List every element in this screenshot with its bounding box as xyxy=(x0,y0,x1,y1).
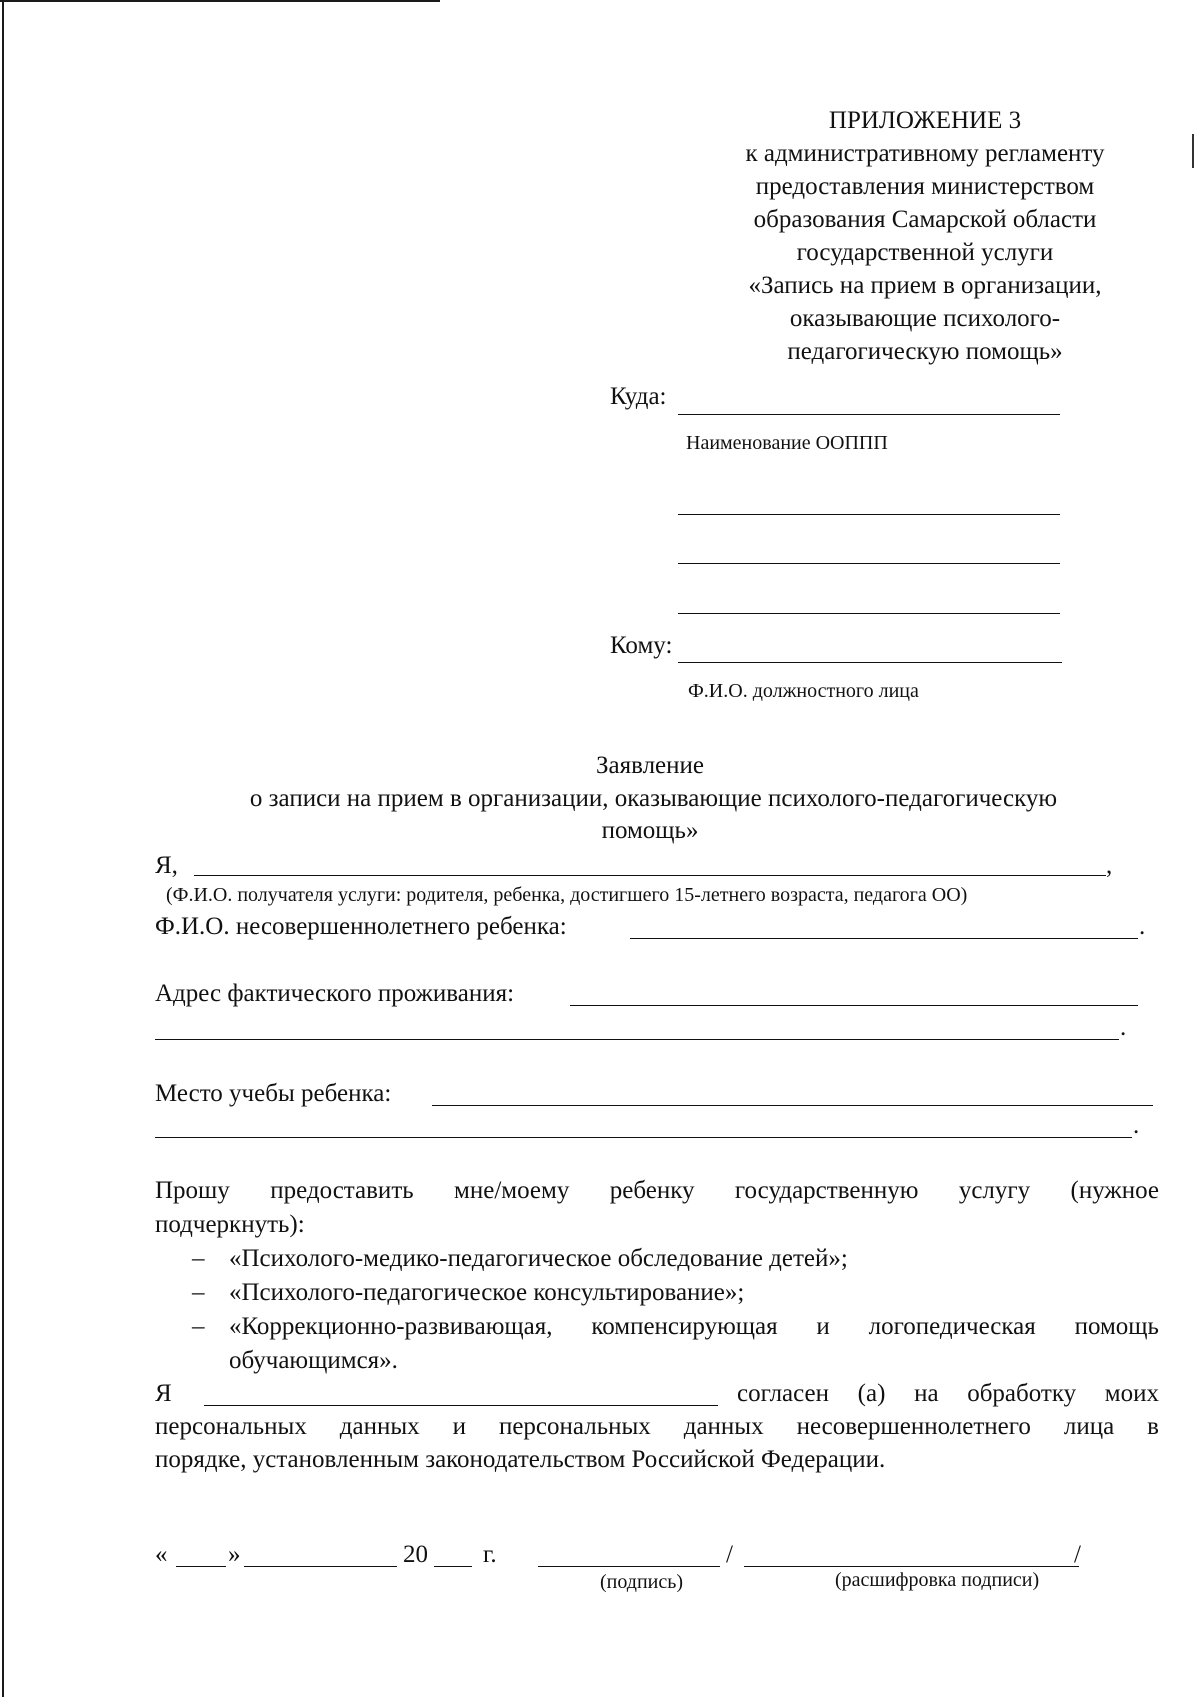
scan-mark-right xyxy=(1192,134,1194,168)
request-line-2: подчеркнуть): xyxy=(155,1211,305,1238)
consent-word: лица xyxy=(1063,1413,1115,1440)
to-label: Куда: xyxy=(610,383,667,410)
consent-i-label: Я xyxy=(155,1380,172,1407)
appendix-line: педагогическую помощь» xyxy=(787,338,1063,365)
statement-subtitle-line1: о записи на прием в организации, оказывающие психолого-педагогическую xyxy=(249,785,1058,812)
appendix-line: образования Самарской области xyxy=(753,206,1097,233)
date-quote-open: « xyxy=(155,1541,168,1568)
address-label: Адрес фактического проживания: xyxy=(155,980,515,1007)
scan-border-top xyxy=(0,0,440,2)
consent-word: и xyxy=(452,1413,466,1440)
request-word: ребенку xyxy=(609,1177,695,1204)
child-name-label: Ф.И.О. несовершеннолетнего ребенка: xyxy=(155,913,567,940)
date-month-line[interactable] xyxy=(244,1566,397,1567)
option-3-word: и xyxy=(816,1313,830,1340)
consent-word: персональных xyxy=(498,1413,651,1440)
date-day-line[interactable] xyxy=(176,1566,226,1567)
option-3-line-2[interactable]: обучающимся». xyxy=(229,1347,398,1374)
consent-word: персональных xyxy=(155,1413,307,1440)
appendix-line: к административному регламенту xyxy=(745,140,1105,167)
child-name-line[interactable] xyxy=(630,938,1138,939)
consent-word: в xyxy=(1147,1413,1159,1440)
appendix-line: оказывающие психолого- xyxy=(789,305,1061,332)
date-year-suffix: г. xyxy=(483,1541,497,1568)
consent-word: на xyxy=(914,1380,939,1407)
address-line-1[interactable] xyxy=(570,1005,1138,1006)
option-dash-2: – xyxy=(192,1279,205,1306)
option-3-word: логопедическая xyxy=(868,1313,1036,1340)
address-line-2[interactable] xyxy=(155,1039,1119,1040)
consent-word: обработку xyxy=(967,1380,1077,1407)
i-label: Я, xyxy=(155,852,178,879)
statement-title: Заявление xyxy=(595,752,705,779)
applicant-name-line[interactable] xyxy=(194,875,1106,876)
request-line-1 xyxy=(155,1177,1159,1205)
scan-border-left xyxy=(2,0,4,1697)
whom-line[interactable] xyxy=(678,662,1062,663)
option-dash-3: – xyxy=(192,1313,205,1340)
consent-line-2 xyxy=(155,1413,1159,1441)
date-year-prefix: 20 xyxy=(403,1541,428,1568)
request-word: государственную xyxy=(734,1177,919,1204)
child-name-period: . xyxy=(1139,913,1146,940)
appendix-line: государственной услуги xyxy=(796,239,1054,266)
consent-line-3: порядке, установленным законодательством Российской Федерации. xyxy=(155,1446,886,1473)
signature-decode-line[interactable] xyxy=(744,1566,1079,1567)
school-period: . xyxy=(1133,1112,1140,1139)
appendix-line: предоставления министерством xyxy=(755,173,1095,200)
signature-caption: (подпись) xyxy=(600,1571,684,1593)
option-2[interactable]: «Психолого-педагогическое консультирование»; xyxy=(229,1279,745,1306)
address-period: . xyxy=(1120,1014,1127,1041)
consent-word: данных xyxy=(339,1413,420,1440)
option-3-word: помощь xyxy=(1074,1313,1159,1340)
signature-line[interactable] xyxy=(538,1566,720,1567)
org-line-1[interactable] xyxy=(678,514,1060,515)
signature-slash-1: / xyxy=(726,1541,733,1568)
org-line-2[interactable] xyxy=(678,563,1060,564)
consent-name-line[interactable] xyxy=(204,1405,718,1406)
request-word: Прошу xyxy=(155,1177,230,1204)
date-year-line[interactable] xyxy=(434,1566,472,1567)
appendix-line: «Запись на прием в организации, xyxy=(748,272,1102,299)
school-line-2[interactable] xyxy=(155,1137,1132,1138)
option-3-line-1[interactable] xyxy=(229,1313,1159,1341)
appendix-header xyxy=(700,104,1150,368)
appendix-title: ПРИЛОЖЕНИЕ 3 xyxy=(828,107,1022,134)
to-line[interactable] xyxy=(678,414,1060,415)
consent-word: несовершеннолетнего xyxy=(796,1413,1031,1440)
request-word: предоставить xyxy=(270,1177,414,1204)
applicant-caption: (Ф.И.О. получателя услуги: родителя, ребенка, достигшего 15-летнего возраста, педагога ОО) xyxy=(166,884,968,906)
signature-slash-2: / xyxy=(1074,1541,1081,1568)
consent-word: согласен xyxy=(737,1380,830,1407)
school-label: Место учебы ребенка: xyxy=(155,1080,392,1107)
consent-word: данных xyxy=(683,1413,764,1440)
org-caption: Наименование ООППП xyxy=(686,432,888,454)
date-quote-close: » xyxy=(228,1541,241,1568)
request-word: услугу xyxy=(958,1177,1031,1204)
consent-word: моих xyxy=(1104,1380,1159,1407)
consent-line-1 xyxy=(737,1380,1159,1408)
consent-word: (а) xyxy=(857,1380,886,1407)
option-3-word: «Коррекционно-развивающая, xyxy=(229,1313,553,1340)
option-1[interactable]: «Психолого-медико-педагогическое обследование детей»; xyxy=(229,1245,848,1272)
school-line-1[interactable] xyxy=(432,1105,1153,1106)
official-caption: Ф.И.О. должностного лица xyxy=(688,680,919,702)
option-3-word: компенсирующая xyxy=(591,1313,778,1340)
statement-subtitle-line2: помощь» xyxy=(601,817,699,844)
decode-caption: (расшифровка подписи) xyxy=(835,1569,1040,1591)
applicant-comma: , xyxy=(1106,852,1113,879)
option-dash-1: – xyxy=(192,1245,205,1272)
whom-label: Кому: xyxy=(610,632,673,659)
request-word: (нужное xyxy=(1070,1177,1159,1204)
org-line-3[interactable] xyxy=(678,613,1060,614)
request-word: мне/моему xyxy=(454,1177,570,1204)
